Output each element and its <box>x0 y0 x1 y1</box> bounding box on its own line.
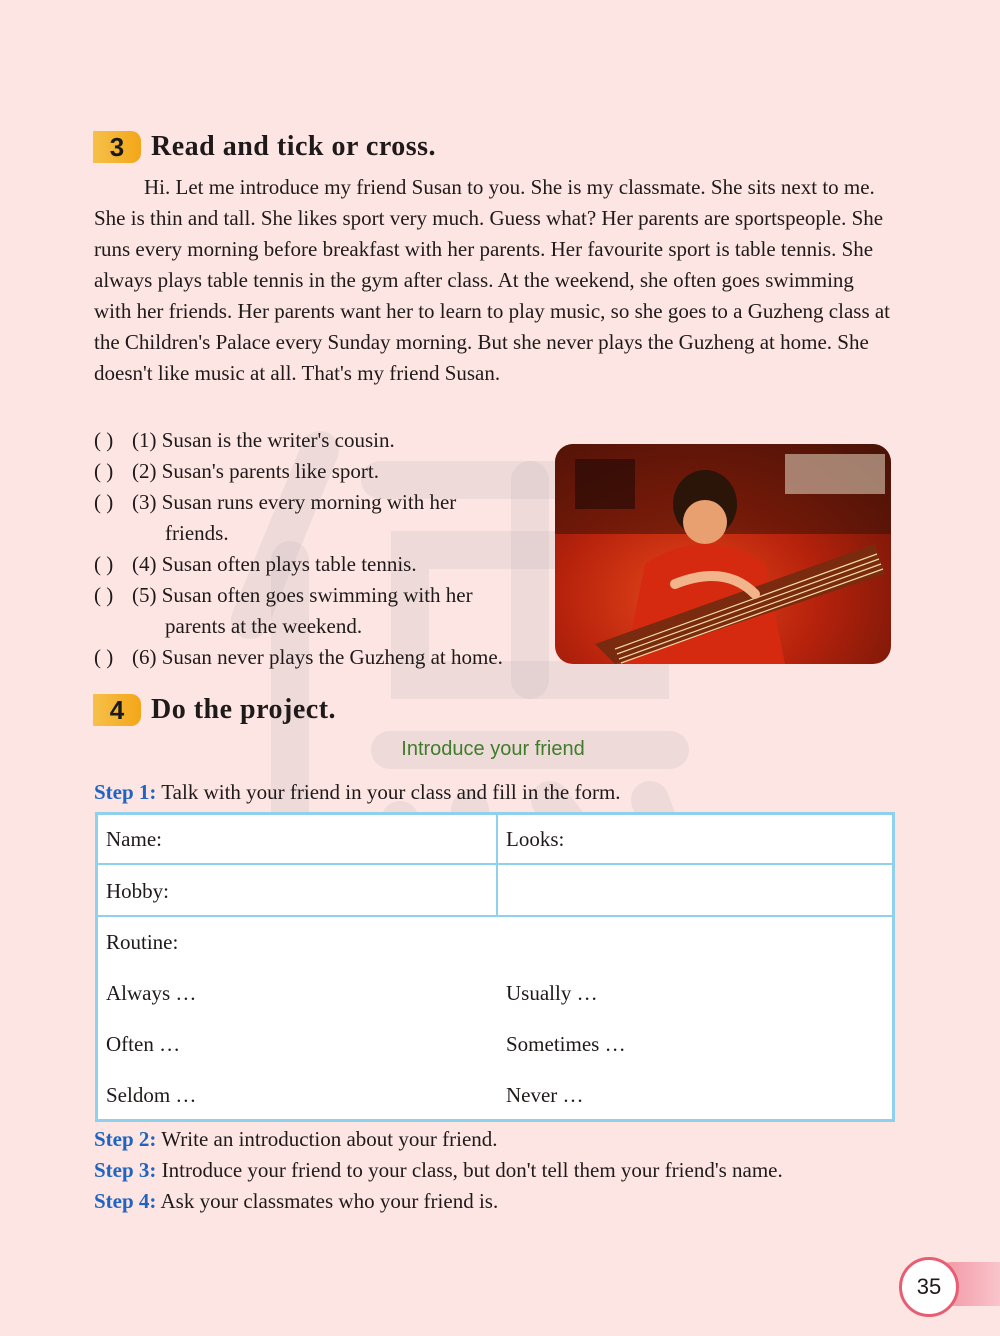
question-text <box>132 487 564 549</box>
step-4-label: Step 4: <box>94 1189 157 1213</box>
step-1-label: Step 1: <box>94 780 157 804</box>
question-item <box>94 642 564 673</box>
project-title: Introduce your friend <box>401 738 585 760</box>
reading-passage-text: Hi. Let me introduce my friend Susan to you. She is my classmate. She sits next to me. She is thin and tall. She likes sport very much. Guess what? Her parents are sportspeople. She runs every morning before breakfast with her parents. Her favourite sport is table tennis. She always plays table tennis in the gym after class. At the weekend, she often goes swimming with her friends. Her parents want her to learn to play music, so she goes to a Guzheng class at the Children's Palace every Sunday morning. But she never plays the Guzheng at home. She doesn't like music at all. That's my friend Susan. <box>94 175 891 385</box>
step-3-label: Step 3: <box>94 1158 157 1182</box>
step-3-text: Introduce your friend to your class, but don't tell them your friend's name. <box>161 1158 783 1182</box>
form-divider <box>98 863 892 865</box>
question-text: (4) Susan often plays table tennis. <box>132 552 417 576</box>
step-2 <box>94 1125 498 1153</box>
question-list <box>94 425 564 673</box>
form-seldom-label[interactable]: Seldom … <box>106 1083 197 1107</box>
question-text-line2: friends. <box>165 521 229 545</box>
form-always-label[interactable]: Always … <box>106 981 197 1005</box>
question-item <box>94 425 564 456</box>
form-never-label[interactable]: Never … <box>506 1083 584 1107</box>
section-4-heading <box>93 694 336 726</box>
question-item <box>94 580 564 642</box>
form-sometimes-label[interactable]: Sometimes … <box>506 1032 626 1056</box>
section-3-heading <box>93 131 436 163</box>
answer-box[interactable]: ( ) <box>94 428 114 452</box>
question-item <box>94 487 564 549</box>
form-routine-label: Routine: <box>106 930 179 954</box>
guzheng-photo <box>555 444 891 664</box>
step-2-text: Write an introduction about your friend. <box>161 1127 498 1151</box>
section-4-title: Do the project. <box>151 694 337 725</box>
friend-info-form <box>95 812 895 1122</box>
question-item <box>94 456 564 487</box>
form-often-label[interactable]: Often … <box>106 1032 181 1056</box>
step-4-text: Ask your classmates who your friend is. <box>160 1189 499 1213</box>
form-divider <box>496 815 498 915</box>
section-3-title: Read and tick or cross. <box>151 131 437 162</box>
form-usually-label[interactable]: Usually … <box>506 981 598 1005</box>
form-hobby-label[interactable]: Hobby: <box>106 879 169 903</box>
reading-passage <box>94 172 894 389</box>
form-name-label[interactable]: Name: <box>106 827 162 851</box>
form-divider <box>98 915 892 917</box>
answer-box[interactable]: ( ) <box>94 552 114 576</box>
answer-box[interactable]: ( ) <box>94 583 114 607</box>
section-3-number-badge: 3 <box>93 131 141 163</box>
question-item <box>94 549 564 580</box>
question-text-line1: (5) Susan often goes swimming with her <box>132 583 473 607</box>
question-text <box>132 580 564 642</box>
step-1-text: Talk with your friend in your class and fill in the form. <box>161 780 621 804</box>
step-1 <box>94 778 621 806</box>
question-text: (6) Susan never plays the Guzheng at home. <box>132 645 503 669</box>
question-text-line1: (3) Susan runs every morning with her <box>132 490 457 514</box>
form-looks-label[interactable]: Looks: <box>506 827 565 851</box>
answer-box[interactable]: ( ) <box>94 645 114 669</box>
answer-box[interactable]: ( ) <box>94 490 114 514</box>
page-number: 35 <box>899 1257 959 1317</box>
question-text-line2: parents at the weekend. <box>165 614 363 638</box>
step-2-label: Step 2: <box>94 1127 157 1151</box>
step-4 <box>94 1187 498 1215</box>
question-text: (2) Susan's parents like sport. <box>132 459 379 483</box>
answer-box[interactable]: ( ) <box>94 459 114 483</box>
step-3 <box>94 1156 783 1184</box>
question-text: (1) Susan is the writer's cousin. <box>132 428 395 452</box>
section-4-number-badge: 4 <box>93 694 141 726</box>
